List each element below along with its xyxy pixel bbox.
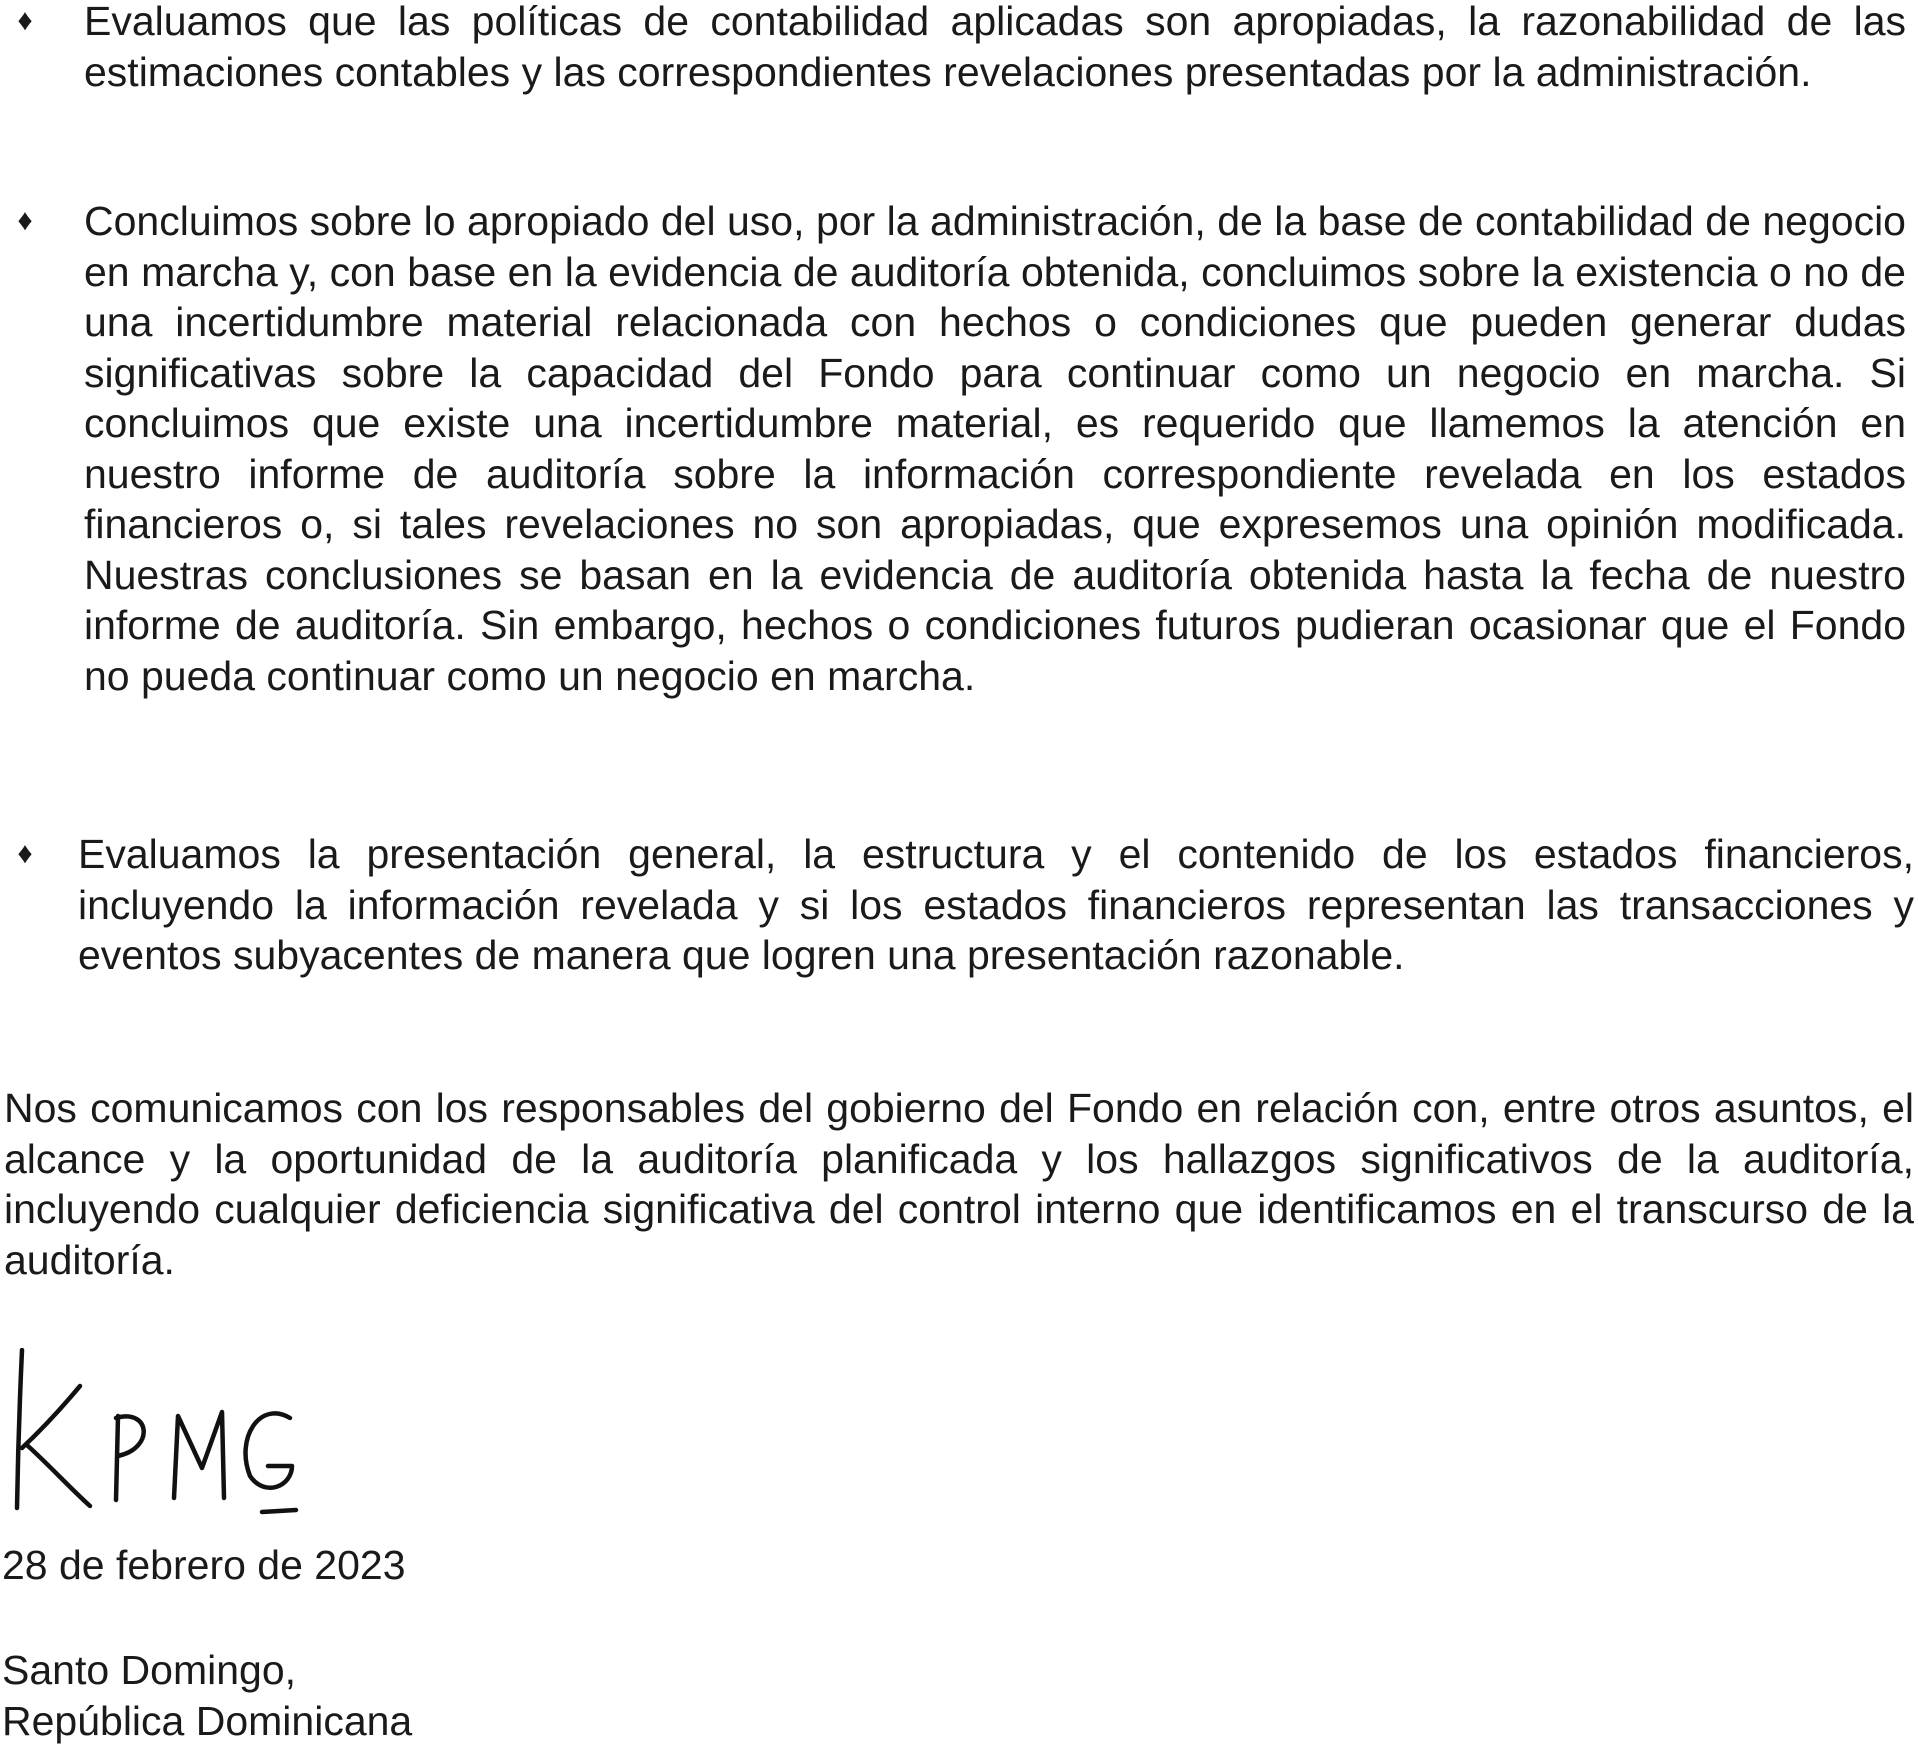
signature-icon [10, 1348, 310, 1528]
diamond-bullet-icon: ♦ [17, 204, 33, 237]
bullet-text: Concluimos sobre lo apropiado del uso, por la administración, de la base de contabilidad de negocio en marcha y, con base en la evidencia de auditoría obtenida, concluimos sobre la existencia o no de una incertidumbre material relacionada con hechos o condiciones que pueden generar dudas significativas sobre la capacidad del Fondo para continuar como un negocio en marcha. Si concluimos que existe una incertidumbre material, es requerido que llamemos la atención en nuestro informe de auditoría sobre la información correspondiente revelada en los estados financieros o, si tales revelaciones no son apropiadas, que expresemos una opinión modificada. Nuestras conclusiones se basan en la evidencia de auditoría obtenida hasta la fecha de nuestro informe de auditoría. Sin embargo, hechos o condiciones futuros pudieran ocasionar que el Fondo no pueda continuar como un negocio en marcha. [84, 198, 1906, 699]
location-country: República Dominicana [2, 1698, 413, 1744]
diamond-bullet-icon: ♦ [17, 4, 33, 37]
bullet-text: Evaluamos la presentación general, la estructura y el contenido de los estados financieros, incluyendo la información revelada y si los estados financieros representan las transacciones y eventos subyacentes de manera que logren una presentación razonable. [78, 831, 1914, 978]
report-date: 28 de febrero de 2023 [2, 1542, 406, 1588]
kpmg-signature [10, 1348, 310, 1528]
diamond-bullet-icon: ♦ [17, 837, 33, 870]
bullet-text: Evaluamos que las políticas de contabilidad aplicadas son apropiadas, la razonabilidad de las estimaciones contables y las correspondientes revelaciones presentadas por la administración. [84, 0, 1906, 95]
location-city: Santo Domingo, [2, 1647, 297, 1693]
closing-paragraph: Nos comunicamos con los responsables del gobierno del Fondo en relación con, entre otros asuntos, el alcance y la oportunidad de la auditoría planificada y los hallazgos significativos de la auditoría, incluyendo cualquier deficiencia significativa del control interno que identificamos en el transcurso de la auditoría. [4, 1085, 1914, 1283]
